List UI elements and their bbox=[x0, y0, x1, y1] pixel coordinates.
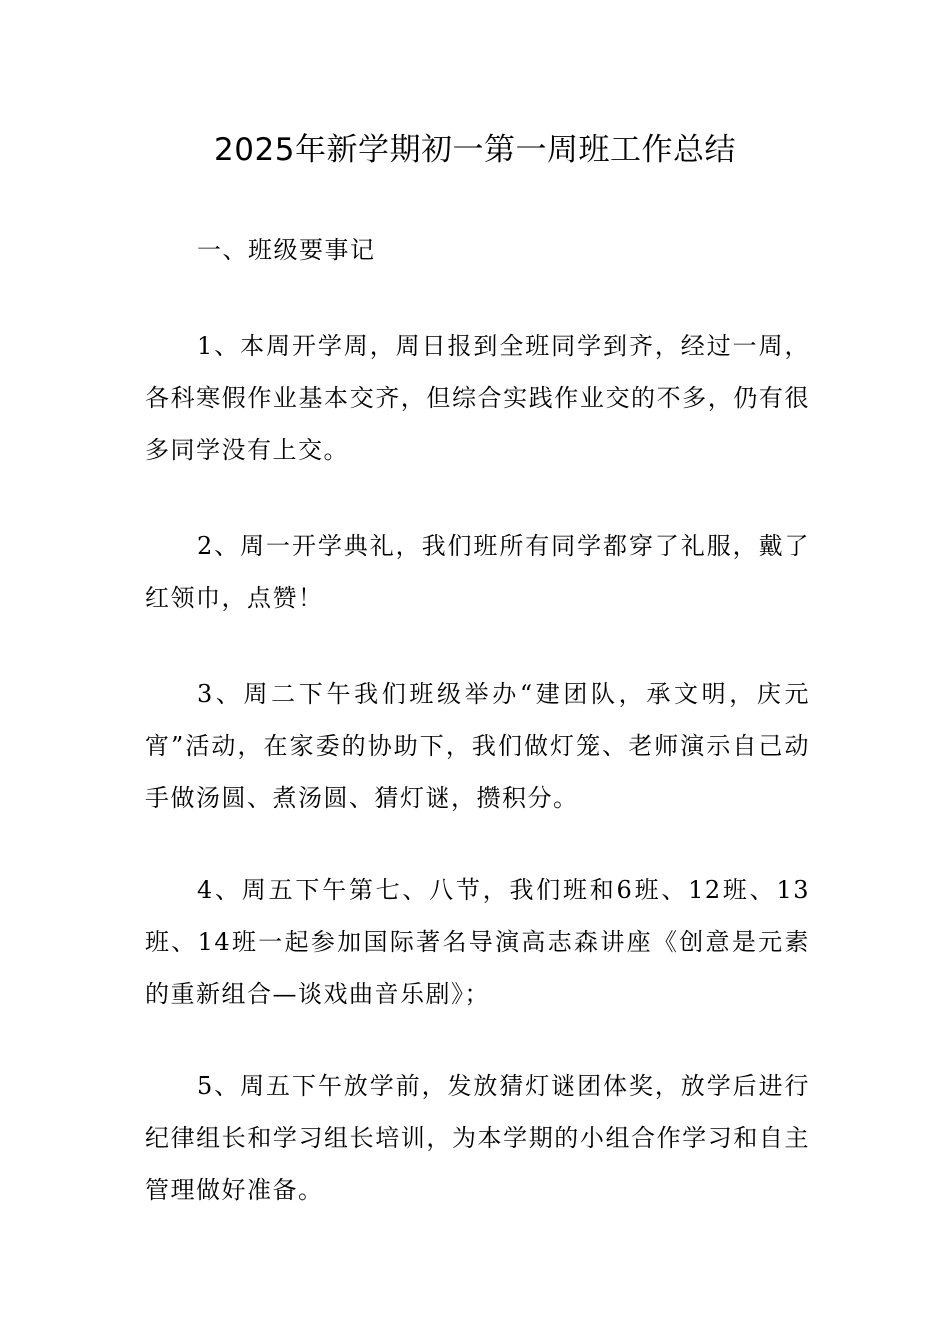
paragraph-2: 2、周一开学典礼，我们班所有同学都穿了礼服，戴了红领巾，点赞！ bbox=[145, 532, 810, 612]
section-heading: 一、班级要事记 bbox=[197, 236, 376, 264]
paragraph-5: 5、周五下午放学前，发放猜灯谜团体奖，放学后进行纪律组长和学习组长培训，为本学期的小组合作学习和自主管理做好准备。 bbox=[145, 1072, 810, 1204]
paragraph-3: 3、周二下午我们班级举办“建团队，承文明，庆元宵”活动，在家委的协助下，我们做灯笼、老师演示自己动手做汤圆、煮汤圆、猜灯谜，攒积分。 bbox=[145, 680, 810, 812]
paragraph-4: 4、周五下午第七、八节，我们班和6班、12班、13班、14班一起参加国际著名导演高志森讲座《创意是元素的重新组合—谈戏曲音乐剧》； bbox=[145, 876, 810, 1008]
document-title: 2025年新学期初一第一周班工作总结 bbox=[214, 132, 736, 168]
paragraph-1: 1、本周开学周，周日报到全班同学到齐，经过一周，各科寒假作业基本交齐，但综合实践作业交的不多，仍有很多同学没有上交。 bbox=[145, 332, 810, 464]
